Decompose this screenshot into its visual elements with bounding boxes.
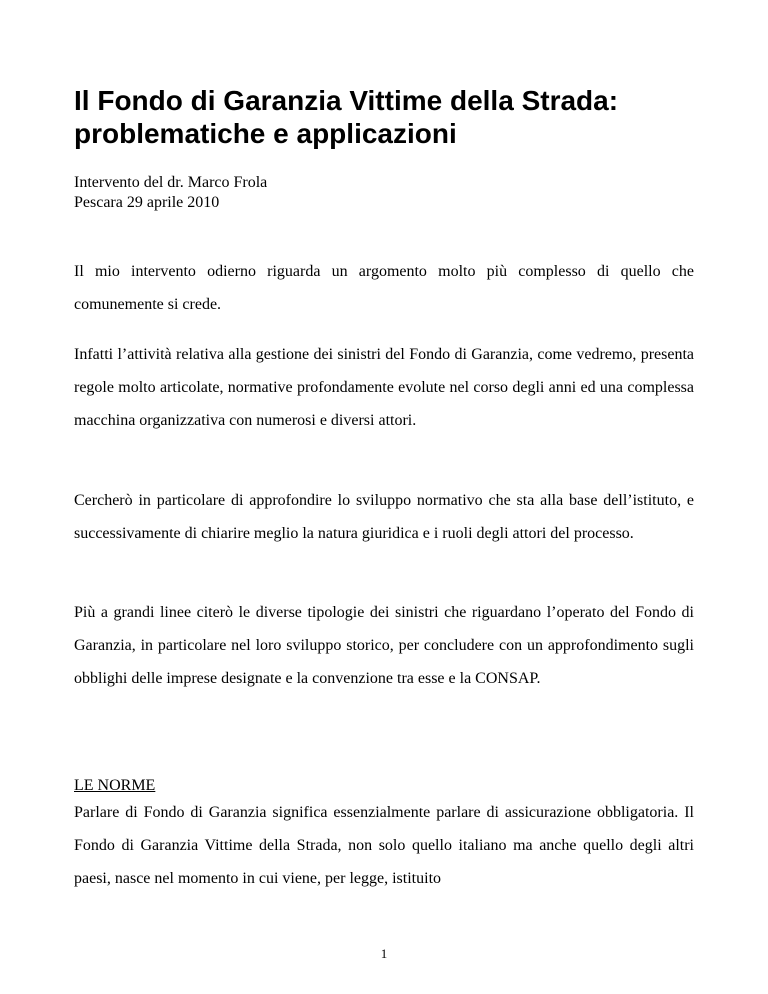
page-number: 1 — [380, 946, 388, 961]
paragraph-intro: Il mio intervento odierno riguarda un argomento molto più complesso di quello che comunemente si crede. — [74, 263, 694, 313]
paragraph-activity: Infatti l’attività relativa alla gestione dei sinistri del Fondo di Garanzia, come vedremo, presenta regole molto articolate, normative profondamente evolute nel corso degli anni ed una complessa macchina organizzativa con numerosi e diversi attori. — [74, 346, 694, 429]
document-meta — [74, 173, 267, 213]
paragraph-typologies: Più a grandi linee citerò le diverse tipologie dei sinistri che riguardano l’operato del Fondo di Garanzia, in particolare nel loro sviluppo storico, per concludere con un approfondimento sugli obblighi delle imprese designate e la convenzione tra esse e la CONSAP. — [74, 604, 694, 687]
document-title: Il Fondo di Garanzia Vittime della Strada: problematiche e applicazioni — [74, 85, 619, 149]
speaker-line: Intervento del dr. Marco Frola — [74, 174, 268, 191]
place-date-line: Pescara 29 aprile 2010 — [74, 194, 220, 211]
paragraph-development: Cercherò in particolare di approfondire lo sviluppo normativo che sta alla base dell’istituto, e successivamente di chiarire meglio la natura giuridica e i ruoli degli attori del processo. — [74, 492, 694, 542]
section-heading: LE NORME — [74, 777, 156, 794]
paragraph-norms: Parlare di Fondo di Garanzia significa essenzialmente parlare di assicurazione obbligatoria. Il Fondo di Garanzia Vittime della Strada, non solo quello italiano ma anche quello degli altri paesi, nasce nel momento in cui viene, per legge, istituito — [74, 804, 694, 887]
